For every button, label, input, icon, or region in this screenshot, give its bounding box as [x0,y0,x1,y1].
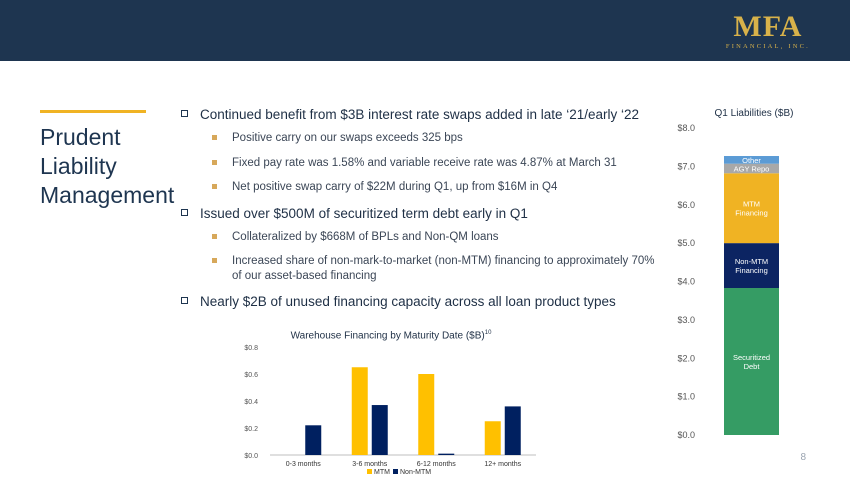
slide-title [40,123,190,210]
square-bullet-icon [181,209,188,216]
legend-label-mtm: MTM [374,469,390,476]
y-tick-label: $0.0 [677,430,695,440]
logo-sub-text: FINANCIAL, INC. [725,43,810,50]
bullet-text: Net positive swap carry of $22M during Q1, up from $16M in Q4 [232,181,558,193]
title-line-2: Liability [40,153,117,179]
y-tick-label: $5.0 [677,238,695,249]
bullet-securitized [181,205,656,222]
title-line-1: Prudent [40,124,121,150]
sub-bullet-net-carry [181,180,656,195]
bullet-text: Positive carry on our swaps exceeds 325 bps [232,132,463,144]
y-tick-label: $7.0 [677,161,695,172]
y-tick-label: $0.8 [244,345,258,352]
bullet-list [181,106,656,318]
legend-swatch-non-mtm [393,469,398,474]
x-tick-label: 12+ months [484,461,522,468]
y-tick-label: $1.0 [677,391,695,402]
bullet-text: Issued over $500M of securitized term debt early in Q1 [200,205,528,221]
liabilities-chart-title: Q1 Liabilities ($B) [714,108,794,119]
logo-main-text: MFA [733,10,803,43]
y-tick-label: $2.0 [677,353,695,364]
square-bullet-icon [212,234,217,239]
bar-non-mtm-0 [305,425,321,455]
y-tick-label: $0.0 [244,453,258,460]
bullet-text: Continued benefit from $3B interest rate swaps added in late ‘21/early ‘22 [200,107,640,122]
bar-non-mtm-1 [372,405,388,455]
bullet-text: Increased share of non-mark-to-market (non-MTM) financing to approximately 70% of our asset-based financing [232,255,655,282]
y-tick-label: $8.0 [677,123,695,133]
title-line-3: Management [40,182,175,208]
y-tick-label: $6.0 [677,199,695,210]
square-bullet-icon [181,297,188,304]
bullet-text: Collateralized by $668M of BPLs and Non-QM loans [232,230,499,243]
x-tick-label: 0-3 months [285,461,321,468]
warehouse-chart-title-text: Warehouse Financing by Maturity Date ($B) [290,330,485,342]
y-tick-label: $0.4 [244,399,258,406]
bar-mtm-3 [485,421,501,455]
bullet-capacity [181,293,656,310]
q1-liabilities-chart [665,102,835,442]
bullet-swaps [181,106,656,123]
segment-label: Other [742,155,761,165]
warehouse-financing-chart [226,338,556,478]
square-bullet-icon [181,110,188,117]
bar-mtm-1 [352,367,368,455]
bar-mtm-2 [418,374,434,455]
x-tick-label: 3-6 months [352,461,388,468]
bar-non-mtm-2 [438,454,454,455]
footnote-ref: 10 [484,330,492,336]
mfa-logo [726,12,810,50]
x-tick-label: 6-12 months [416,461,456,468]
page-number: 8 [800,452,806,463]
segment-label: Non-MTM [734,257,769,267]
bullet-text: Fixed pay rate was 1.58% and variable receive rate was 4.87% at March 31 [232,156,617,169]
segment-label: AGY Repo [733,164,770,174]
segment-label: Securitized [732,353,771,363]
y-tick-label: $4.0 [677,276,695,287]
title-accent-rule [40,110,146,113]
header-bar [0,0,850,61]
y-tick-label: $3.0 [677,314,695,325]
segment-label: Debt [743,362,760,372]
square-bullet-icon [212,160,217,165]
square-bullet-icon [212,135,217,140]
segment-label: Financing [735,266,768,276]
square-bullet-icon [212,258,217,263]
segment-label: MTM [742,199,761,209]
sub-bullet-rates [181,156,656,171]
sub-bullet-collateral [181,230,656,245]
bullet-text: Nearly $2B of unused financing capacity across all loan product types [200,294,616,309]
legend-swatch-mtm [367,469,372,474]
bar-non-mtm-3 [505,406,521,455]
square-bullet-icon [212,184,217,189]
y-tick-label: $0.2 [244,426,258,433]
y-tick-label: $0.6 [244,372,258,379]
segment-label: Financing [735,208,768,218]
sub-bullet-non-mtm-share [181,254,656,283]
sub-bullet-carry [181,131,656,146]
legend-label-non-mtm: Non-MTM [400,469,432,476]
